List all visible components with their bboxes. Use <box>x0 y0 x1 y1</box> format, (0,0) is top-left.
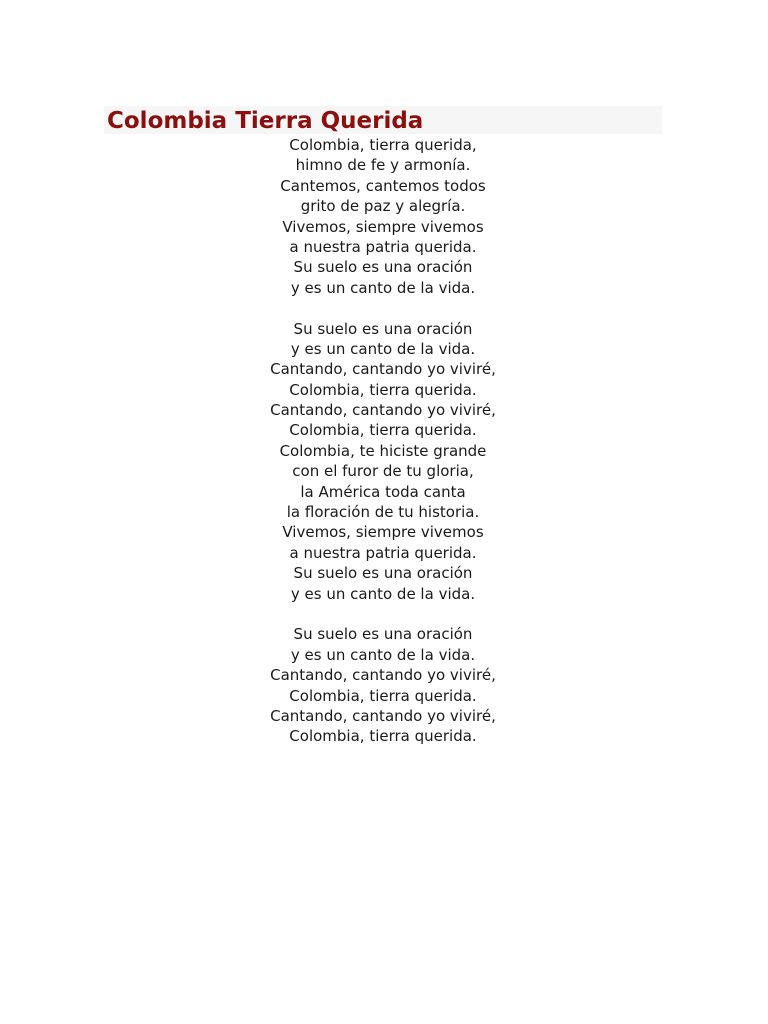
lyric-line: con el furor de tu gloria, <box>292 462 474 481</box>
lyrics-body <box>104 135 662 747</box>
title-bar <box>104 106 662 134</box>
lyric-line: Colombia, tierra querida. <box>289 421 477 440</box>
lyric-line: Colombia, tierra querida, <box>289 136 477 154</box>
stanza-gap <box>104 298 662 318</box>
lyric-line: Colombia, tierra querida. <box>289 686 477 705</box>
lyric-line: Cantando, cantando yo viviré, <box>270 401 496 420</box>
lyric-line: grito de paz y alegría. <box>300 197 466 216</box>
lyric-line: himno de fe y armonía. <box>295 156 471 175</box>
lyric-line: Vivemos, siempre vivemos <box>282 523 484 542</box>
lyric-line: Su suelo es una oración <box>293 625 473 644</box>
lyric-line: y es un canto de la vida. <box>290 584 476 603</box>
lyric-line: Su suelo es una oración <box>293 564 473 583</box>
lyric-line: y es un canto de la vida. <box>290 339 476 358</box>
lyric-line: la América toda canta <box>300 482 466 501</box>
lyric-line: Cantando, cantando yo viviré, <box>270 360 496 379</box>
document-title: Colombia Tierra Querida <box>107 108 424 134</box>
lyric-line: Vivemos, siempre vivemos <box>282 217 484 236</box>
lyric-line: a nuestra patria querida. <box>289 543 477 562</box>
lyric-line: Colombia, tierra querida. <box>289 380 477 399</box>
stanza-gap <box>104 604 662 624</box>
lyric-line: Cantando, cantando yo viviré, <box>270 666 496 685</box>
lyric-line: a nuestra patria querida. <box>289 237 477 256</box>
lyric-line: Colombia, tierra querida. <box>289 727 477 746</box>
lyric-line: Colombia, te hiciste grande <box>279 441 487 460</box>
lyric-line: Cantando, cantando yo viviré, <box>270 706 496 725</box>
lyric-line: y es un canto de la vida. <box>290 645 476 664</box>
lyric-line: Su suelo es una oración <box>293 258 473 277</box>
lyric-line: Cantemos, cantemos todos <box>280 176 486 195</box>
lyric-line: la floración de tu historia. <box>286 503 480 522</box>
lyric-line: Su suelo es una oración <box>293 319 473 338</box>
lyric-line: y es un canto de la vida. <box>290 278 476 297</box>
